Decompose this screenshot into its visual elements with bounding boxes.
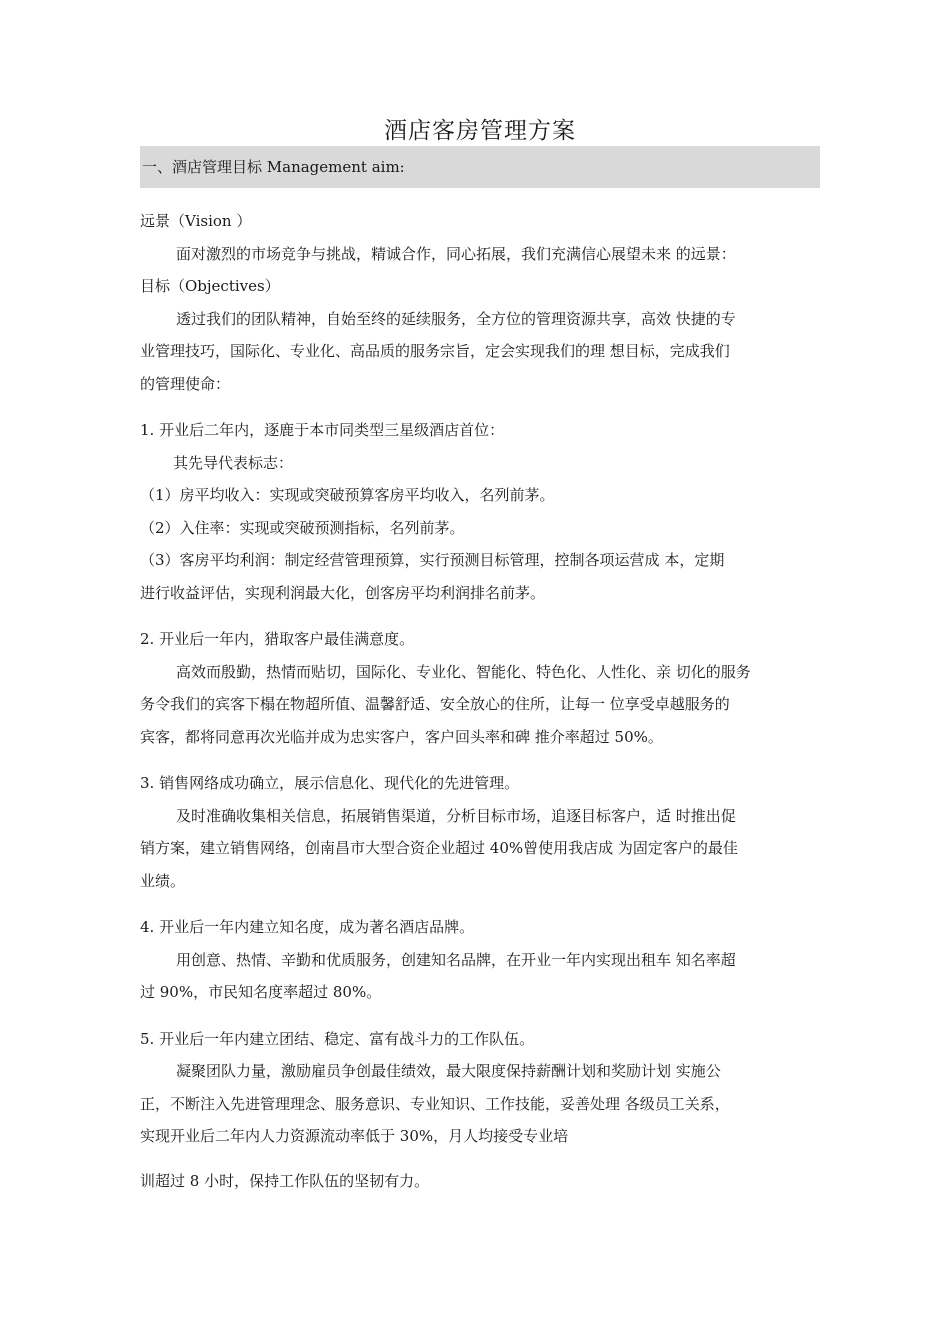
goal-paragraph-line: 实现开业后二年内人力资源流动率低于 30%，月人均接受专业培 xyxy=(140,1127,569,1145)
vision-section xyxy=(140,205,820,400)
goal-item: （3）客房平均利润：制定经营管理预算，实行预测目标管理，控制各项运营成 本，定期 xyxy=(140,551,725,569)
goal-subheading: 其先导代表标志： xyxy=(173,453,294,472)
goal-5 xyxy=(140,1023,820,1198)
objectives-line: 的管理使命： xyxy=(140,374,231,393)
goal-paragraph-line: 销方案，建立销售网络，创南昌市大型合资企业超过 40%曾使用我店成 为固定客户的最佳 xyxy=(140,839,738,857)
goal-heading: 3. 销售网络成功确立，展示信息化、现代化的先进管理。 xyxy=(140,774,520,792)
objectives-line: 业管理技巧，国际化、专业化、高品质的服务宗旨，定会实现我们的理 想目标，完成我们 xyxy=(140,342,730,360)
document-page xyxy=(140,112,820,1197)
goal-heading: 4. 开业后一年内建立知名度，成为著名酒店品牌。 xyxy=(140,918,475,936)
vision-label: 远景（Vision ） xyxy=(140,212,252,230)
goal-paragraph-line: 及时准确收集相关信息，拓展销售渠道，分析目标市场，追逐目标客户，适 时推出促 xyxy=(176,806,736,825)
objectives-label: 目标（Objectives） xyxy=(140,277,280,295)
goal-heading: 5. 开业后一年内建立团结、稳定、富有战斗力的工作队伍。 xyxy=(140,1029,535,1048)
goal-item: （2）入住率：实现或突破预测指标，名列前茅。 xyxy=(140,518,465,537)
goal-1 xyxy=(140,414,820,609)
document-title: 酒店客房管理方案 xyxy=(384,118,576,144)
goal-paragraph-line: 过 90%，市民知名度率超过 80%。 xyxy=(140,983,382,1001)
goal-2 xyxy=(140,623,820,753)
goal-heading: 2. 开业后一年内，猎取客户最佳满意度。 xyxy=(140,630,415,648)
goal-item: 进行收益评估，实现利润最大化，创客房平均利润排名前茅。 xyxy=(140,583,546,602)
goal-item: （1）房平均收入：实现或突破预算客房平均收入，名列前茅。 xyxy=(140,486,555,504)
goal-continuation-line: 训超过 8 小时，保持工作队伍的坚韧有力。 xyxy=(140,1171,430,1190)
section-heading: 一、酒店管理目标 Management aim: xyxy=(140,146,820,188)
goal-3 xyxy=(140,767,820,897)
objectives-line: 透过我们的团队精神，自始至终的延续服务，全方位的管理资源共享，高效 快捷的专 xyxy=(176,309,736,328)
goal-paragraph-line: 凝聚团队力量，激励雇员争创最佳绩效，最大限度保持薪酬计划和奖励计划 实施公 xyxy=(176,1062,721,1080)
goal-paragraph-line: 务令我们的宾客下榻在物超所值、温馨舒适、安全放心的住所，让每一 位享受卓越服务的 xyxy=(140,695,730,713)
vision-text: 面对激烈的市场竞争与挑战，精诚合作，同心拓展，我们充满信心展望未来 的远景： xyxy=(176,244,736,263)
goal-paragraph-line: 用创意、热情、辛勤和优质服务，创建知名品牌，在开业一年内实现出租车 知名率超 xyxy=(176,950,736,969)
goal-heading: 1. 开业后二年内，逐鹿于本市同类型三星级酒店首位： xyxy=(140,421,505,439)
goal-4 xyxy=(140,911,820,1009)
goal-paragraph-line: 正，不断注入先进管理理念、服务意识、专业知识、工作技能，妥善处理 各级员工关系， xyxy=(140,1094,730,1113)
goal-paragraph-line: 业绩。 xyxy=(140,871,186,890)
goal-paragraph-line: 宾客，都将同意再次光临并成为忠实客户，客户回头率和碑 推介率超过 50%。 xyxy=(140,727,663,746)
goal-paragraph-line: 高效而殷勤，热情而贴切，国际化、专业化、智能化、特色化、人性化、亲 切化的服务 xyxy=(176,662,751,681)
